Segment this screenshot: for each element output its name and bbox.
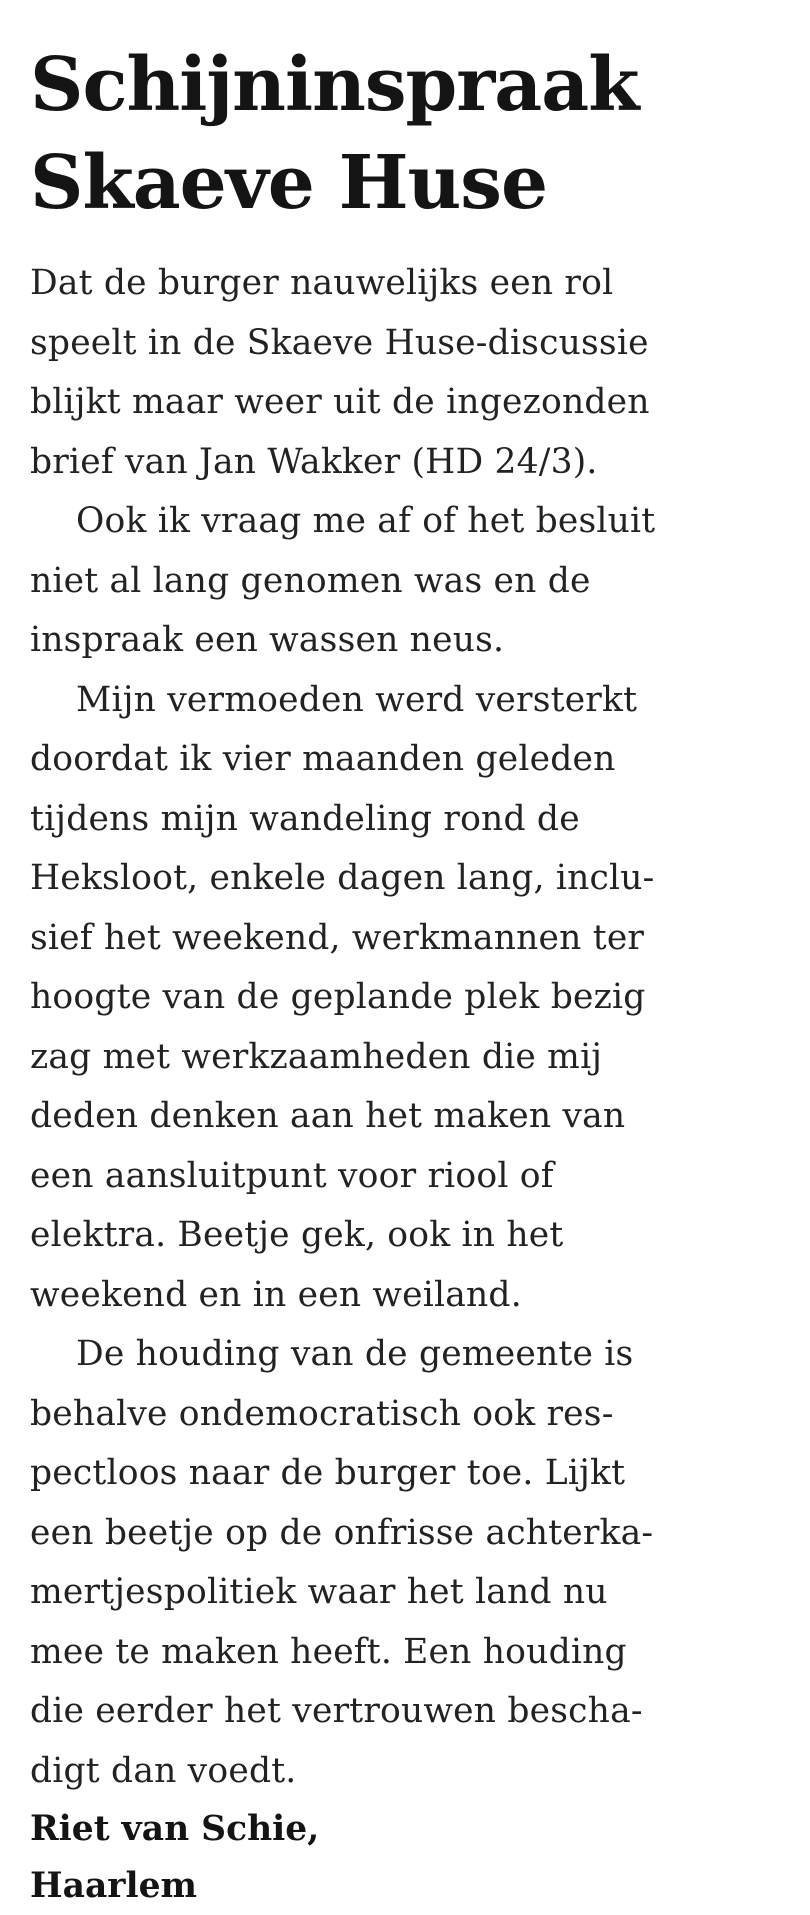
body-line: doordat ik vier maanden geleden xyxy=(30,739,616,779)
body-line: De houding van de gemeente is xyxy=(76,1334,634,1374)
body-line: sief het weekend, werkmannen ter xyxy=(30,917,645,958)
body-line: hoogte van de geplande plek bezig xyxy=(30,977,646,1017)
body-line: weekend en in een weiland. xyxy=(30,1274,522,1315)
body-line: Heksloot, enkele dagen lang, inclu- xyxy=(30,858,655,898)
body-line: deden denken aan het maken van xyxy=(30,1096,626,1136)
signature-name: Riet van Schie, xyxy=(30,1809,320,1849)
headline xyxy=(30,36,800,232)
letter-article xyxy=(30,36,800,1915)
body-line: Mijn vermoeden werd versterkt xyxy=(76,679,638,720)
paragraph-1 xyxy=(30,254,800,492)
body-line: een beetje op de onfrisse achterka- xyxy=(30,1512,654,1553)
body-line: behalve ondemocratisch ook res- xyxy=(30,1393,614,1434)
paragraph-3 xyxy=(30,671,800,1326)
signature-city: Haarlem xyxy=(30,1866,198,1906)
body-line: Dat de burger nauwelijks een rol xyxy=(30,263,614,303)
body-line: speelt in de Skaeve Huse-discussie xyxy=(30,322,649,363)
body-line: blijkt maar weer uit de ingezonden xyxy=(30,382,650,422)
body-line: elektra. Beetje gek, ook in het xyxy=(30,1215,564,1255)
paragraph-4 xyxy=(30,1325,800,1801)
body-line: die eerder het vertrouwen bescha- xyxy=(30,1691,643,1731)
headline-line-1: Schijninspraak xyxy=(30,42,639,128)
body-line: tijdens mijn wandeling rond de xyxy=(30,798,580,839)
body-line: mee te maken heeft. Een houding xyxy=(30,1631,627,1672)
body-line: inspraak een wassen neus. xyxy=(30,620,505,660)
body-line: een aansluitpunt voor riool of xyxy=(30,1155,554,1196)
paragraph-2 xyxy=(30,492,800,671)
signature xyxy=(30,1801,800,1915)
body-line: pectloos naar de burger toe. Lijkt xyxy=(30,1453,626,1493)
body-line: mertjespolitiek waar het land nu xyxy=(30,1572,608,1612)
headline-line-2: Skaeve Huse xyxy=(30,140,548,226)
body-line: digt dan voedt. xyxy=(30,1750,297,1791)
body-line: niet al lang genomen was en de xyxy=(30,560,591,601)
body-line: brief van Jan Wakker (HD 24/3). xyxy=(30,441,598,482)
body-line: zag met werkzaamheden die mij xyxy=(30,1036,603,1077)
body-line: Ook ik vraag me af of het besluit xyxy=(76,501,656,541)
